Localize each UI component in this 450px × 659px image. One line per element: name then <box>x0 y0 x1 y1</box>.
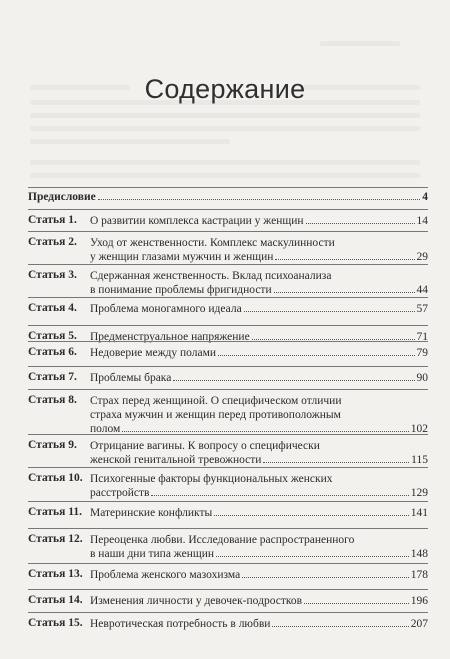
dot-leader <box>216 556 409 557</box>
page-number: 14 <box>416 215 428 227</box>
article-number: Статья 13. <box>28 568 83 580</box>
article-number: Статья 7. <box>28 371 77 383</box>
article-title <box>90 568 428 582</box>
toc-entry[interactable] <box>28 264 428 298</box>
dot-leader <box>304 603 409 604</box>
article-number: Статья 4. <box>28 302 77 314</box>
preface-page-number: 4 <box>422 191 428 203</box>
article-title-line: страха мужчин и женщин перед противоположным <box>90 409 341 421</box>
article-title <box>90 533 428 561</box>
page-number: 148 <box>410 548 428 560</box>
toc-entry[interactable] <box>28 366 428 389</box>
page-number: 57 <box>416 303 428 315</box>
article-number: Статья 12. <box>28 533 83 545</box>
article-title-line: Изменения личности у девочек-подростков <box>90 595 303 607</box>
toc-entry[interactable] <box>28 434 428 468</box>
article-title-line: у женщин глазами мужчин и женщин <box>90 251 274 263</box>
toc-entry[interactable] <box>28 297 428 322</box>
article-title-line: расстройств <box>90 487 150 499</box>
article-title <box>90 506 428 520</box>
article-title <box>90 472 428 500</box>
page-number: 141 <box>410 507 428 519</box>
article-title-line: Недоверие между полами <box>90 347 217 359</box>
article-title-line: О развитии комплекса кастрации у женщин <box>90 215 304 227</box>
dot-leader <box>263 462 409 463</box>
toc-entry[interactable] <box>28 341 428 366</box>
article-title <box>90 394 428 436</box>
article-number: Статья 14. <box>28 594 83 606</box>
toc-entry[interactable] <box>28 612 428 637</box>
article-title-line: полом <box>90 423 121 435</box>
article-title-line: в наши дни типа женщин <box>90 548 215 560</box>
page-number: 115 <box>411 454 428 466</box>
article-title <box>90 269 428 297</box>
page-number: 79 <box>416 347 428 359</box>
page-number: 129 <box>410 487 428 499</box>
article-number: Статья 1. <box>28 214 77 226</box>
page-number: 178 <box>410 569 428 581</box>
dot-leader <box>272 626 408 627</box>
article-title <box>90 439 428 467</box>
toc-entry[interactable] <box>28 589 428 612</box>
article-title <box>90 214 428 228</box>
article-title-line: Проблема моногамного идеала <box>90 303 242 315</box>
article-title <box>90 346 428 360</box>
article-title <box>90 302 428 316</box>
article-number: Статья 11. <box>28 506 82 518</box>
page-number: 90 <box>416 372 428 384</box>
article-title <box>90 371 428 385</box>
page-number: 71 <box>416 331 428 343</box>
toc-entry[interactable] <box>28 563 428 588</box>
article-title-line: Проблемы брака <box>90 372 172 384</box>
toc-entry[interactable] <box>28 389 428 435</box>
page-number: 196 <box>410 595 428 607</box>
article-title-line: Страх перед женщиной. О специфическом отличии <box>90 395 342 407</box>
toc-entry[interactable] <box>28 528 428 564</box>
article-number: Статья 3. <box>28 269 77 281</box>
dot-leader <box>274 292 415 293</box>
article-title <box>90 617 428 631</box>
dot-leader <box>173 380 414 381</box>
article-title-line: Уход от женственности. Комплекс маскулинности <box>90 237 335 249</box>
dot-leader <box>214 515 409 516</box>
article-number: Статья 6. <box>28 346 77 358</box>
dot-leader <box>275 259 414 260</box>
article-title-line: Предменструальное напряжение <box>90 331 250 343</box>
article-title-line: Сдержанная женственность. Вклад психоанализа <box>90 270 332 282</box>
page-number: 102 <box>410 423 428 435</box>
page-number: 29 <box>416 251 428 263</box>
article-number: Статья 10. <box>28 472 83 484</box>
article-title-line: Переоценка любви. Исследование распространенного <box>90 534 355 546</box>
toc-entry[interactable] <box>28 467 428 501</box>
dot-leader <box>122 431 408 432</box>
article-title-line: Невротическая потребность в любви <box>90 618 271 630</box>
article-title-line: женской генитальной тревожности <box>90 454 262 466</box>
article-title-line: Проблема женского мазохизма <box>90 569 241 581</box>
dot-leader <box>98 199 421 200</box>
preface-label: Предисловие <box>28 191 96 203</box>
article-title-line: в понимание проблемы фригидности <box>90 284 272 296</box>
article-title <box>90 594 428 608</box>
article-title <box>90 236 428 264</box>
article-number: Статья 8. <box>28 394 77 406</box>
dot-leader <box>242 577 409 578</box>
article-number: Статья 2. <box>28 236 77 248</box>
article-number: Статья 15. <box>28 617 83 629</box>
dot-leader <box>306 223 415 224</box>
article-title-line: Психогенные факторы функциональных женских <box>90 473 333 485</box>
toc-entry[interactable] <box>28 501 428 526</box>
page-title: Содержание <box>144 74 306 104</box>
article-number: Статья 5. <box>28 330 77 342</box>
article-title-line: Отрицание вагины. К вопросу о специфически <box>90 440 320 452</box>
toc-preface-entry[interactable] <box>28 191 428 203</box>
article-number: Статья 9. <box>28 439 77 451</box>
dot-leader <box>252 339 415 340</box>
dot-leader <box>218 355 414 356</box>
dot-leader <box>244 311 415 312</box>
dot-leader <box>151 495 408 496</box>
article-title-line: Материнские конфликты <box>90 507 213 519</box>
page-number: 44 <box>416 284 428 296</box>
toc-entry[interactable] <box>28 209 428 232</box>
toc-entry[interactable] <box>28 231 428 265</box>
page-number: 207 <box>410 618 428 630</box>
